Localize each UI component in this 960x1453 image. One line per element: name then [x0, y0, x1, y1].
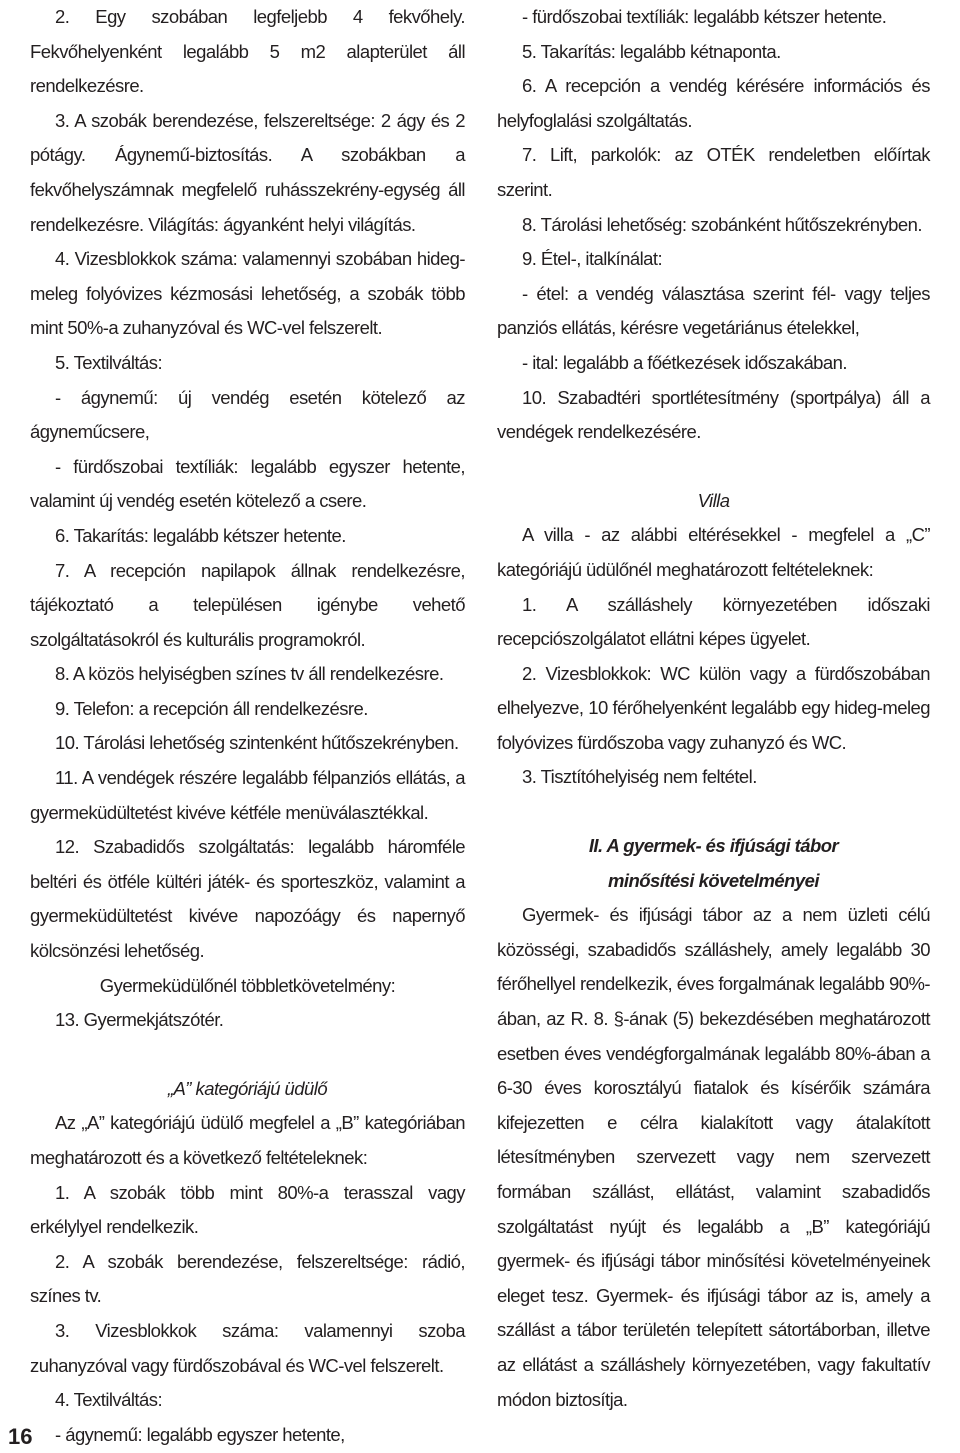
item-2: 2. Egy szobában legfeljebb 4 fekvőhely. Fekvőhelyenként legalább 5 m2 alapterület áll rendelkezésre. [30, 6, 465, 97]
section-a-intro: Az „A” kategóriájú üdülő megfelel a „B” kategóriában meghatározott és a következő feltételeknek: [30, 1112, 465, 1168]
item-4: 4. Vizesblokkok száma: valamennyi szobában hideg-meleg folyóvizes kézmosási lehetőség, a szobák több mint 50%-a zuhanyzóval és WC-vel felszerelt. [30, 248, 465, 339]
extra-requirement-heading: Gyermeküdülőnél többletkövetelmény: [99, 974, 396, 996]
item-12: 12. Szabadidős szolgáltatás: legalább háromféle beltéri és ötféle kültéri játék- és sporteszköz, valamint a gyermeküdültetést kivéve napozóágy és napernyő kölcsönzési lehetőség. [30, 836, 465, 962]
item-3: 3. A szobák berendezése, felszereltsége: 2 ágy és 2 pótágy. Ágynemű-biztosítás. A szobákban a fekvőhelyszámnak megfelelő ruhásszekrény-egység áll rendelkezésre. Világítás: ágyanként helyi világítás. [30, 109, 465, 235]
section-2-title-line-2: minősítési követelményei [608, 869, 819, 891]
item-5-bath-textiles: - fürdőszobai textíliák: legalább egyszer hetente, valamint új vendég esetén kötelező a csere. [30, 455, 465, 512]
item-r9-drink: - ital: legalább a főétkezések időszakában. [522, 351, 847, 373]
item-13: 13. Gyermekjátszótér. [55, 1009, 224, 1031]
item-a3: 3. Vizesblokkok száma: valamennyi szoba zuhanyzóval vagy fürdőszobával és WC-vel felszerelt. [30, 1319, 465, 1376]
section-2-paragraph: Gyermek- és ifjúsági tábor az a nem üzleti célú közösségi, szabadidős szálláshely, amely legalább 30 férőhellyel rendelkezik, éves forgalmának legalább 90%-ában, az R. 8. §-ának (5) bekezdésében meghatározott esetben éves vendégforgalmának legalább 80%-ában a 6-30 éves korosztályú fiatalok és kísérőik számára kifejezetten e célra kialakított vagy átalakított létesítményben szervezett vagy nem szervezett formában szállást, ellátást, valamint szabadidős szolgáltatást nyújt és legalább a „B” kategóriájú gyermek- és ifjúsági tábor minősítési követelményeinek eleget tesz. Gyermek- és ifjúsági tábor az is, amely a szállást a tábor területén telepített sátortáborban, illetve az ellátást a szálláshely környezetében, vagy fakultatív módon biztosítja. [497, 904, 930, 1410]
item-11: 11. A vendégek részére legalább félpanziós ellátás, a gyermeküdültetést kivéve kétféle menüválasztékkal. [30, 767, 465, 823]
item-r-bath-textiles: - fürdőszobai textíliák: legalább kétszer hetente. [522, 6, 887, 27]
villa-title: Villa [697, 489, 730, 511]
item-r8: 8. Tárolási lehetőség: szobánként hűtőszekrényben. [522, 213, 922, 235]
item-9: 9. Telefon: a recepción áll rendelkezésre. [55, 697, 368, 719]
villa-item-2: 2. Vizesblokkok: WC külön vagy a fürdőszobában elhelyezve, 10 férőhelyenként legalább egy hideg-meleg folyóvizes fürdőszoba vagy zuhanyzó és WC. [497, 662, 930, 753]
villa-item-1: 1. A szálláshely környezetében időszaki recepciószolgálatot ellátni képes ügyelet. [497, 593, 930, 650]
item-a2: 2. A szobák berendezése, felszereltsége: rádió, színes tv. [30, 1250, 465, 1307]
villa-item-3: 3. Tisztítóhelyiség nem feltétel. [522, 766, 757, 788]
item-8: 8. A közös helyiségben színes tv áll rendelkezésre. [55, 663, 444, 685]
item-r9: 9. Étel-, italkínálat: [522, 248, 663, 270]
left-column [30, 0, 465, 1452]
item-r5: 5. Takarítás: legalább kétnaponta. [522, 40, 781, 62]
item-r9-food: - étel: a vendég választása szerint fél- vagy teljes panziós ellátás, kérésre vegetáriánus ételekkel, [497, 282, 930, 339]
item-10: 10. Tárolási lehetőség szintenként hűtőszekrényben. [55, 732, 459, 754]
item-5-bedding: - ágynemű: új vendég esetén kötelező az ágyneműcsere, [30, 386, 465, 443]
section-a-title: „A” kategóriájú üdülő [167, 1077, 328, 1099]
item-r7: 7. Lift, parkolók: az OTÉK rendeletben előírtak szerint. [497, 144, 930, 200]
item-r6: 6. A recepción a vendég kérésére információs és helyfoglalási szolgáltatás. [497, 75, 930, 131]
item-5: 5. Textilváltás: [55, 351, 163, 373]
section-2-title-line-1: II. A gyermek- és ifjúsági tábor [588, 835, 839, 857]
right-column [497, 0, 930, 1417]
item-a1: 1. A szobák több mint 80%-a terasszal vagy erkélylyel rendelkezik. [30, 1181, 465, 1238]
item-a4-bedding: - ágynemű: legalább egyszer hetente, [55, 1423, 345, 1445]
item-7: 7. A recepción napilapok állnak rendelkezésre, tájékoztató a településen igénybe vehető szolgáltatásokról és kulturális programokról. [30, 559, 465, 650]
item-a4: 4. Textilváltás: [55, 1389, 163, 1411]
page-number: 16 [8, 1424, 33, 1449]
villa-intro: A villa - az alábbi eltérésekkel - megfelel a „C” kategóriájú üdülőnél meghatározott feltételeknek: [497, 524, 930, 580]
item-r10: 10. Szabadtéri sportlétesítmény (sportpálya) áll a vendégek rendelkezésére. [497, 386, 930, 443]
item-6: 6. Takarítás: legalább kétszer hetente. [55, 524, 346, 546]
